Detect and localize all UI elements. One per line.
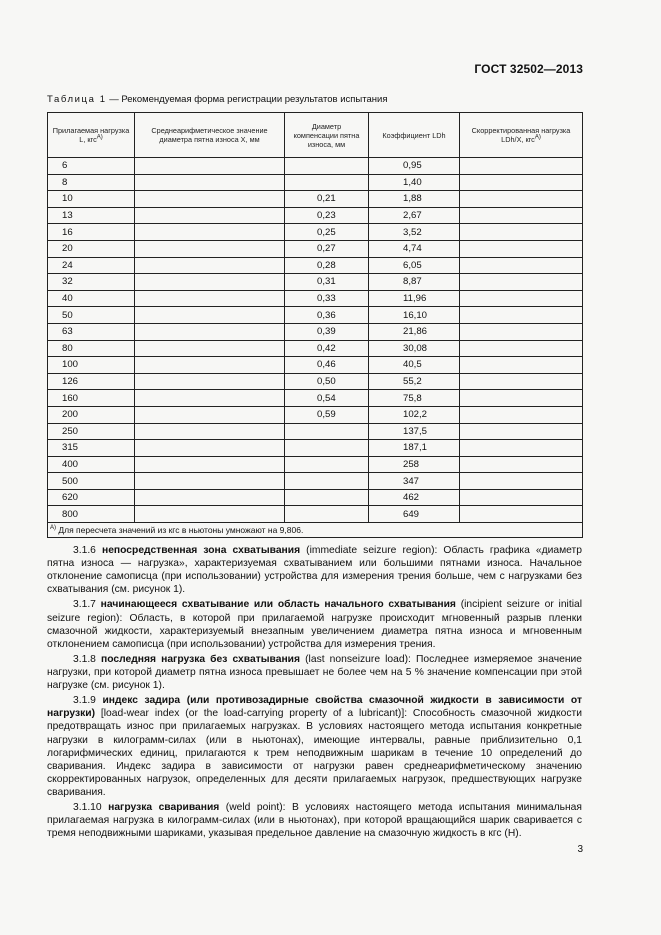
coefficient-cell: 75,8: [369, 390, 460, 407]
corrected-load-cell: [460, 473, 583, 490]
compensation-cell: [285, 440, 369, 457]
para-3-1-9: 3.1.9 индекс задира (или противозадирные свойства смазочной жидкости в зависимости от нагрузки) [load-wear index (or the load-carrying property of a lubricant)]: Способность смазочной жидкости предотвращать износ при прилагаемых нагрузках. В условиях настоящего метода испытания конкретные нагрузки в килограмм-силах (или в ньютонах), имеющие интервалы, равные приблизительно 0,1 логарифмических единиц, прилагаются к трем неподвижным шарикам в течение 10 определений до сваривания. Индекс задира в зависимости от нагрузки равен среднеарифметическому значению скорректированных нагрузок, определенных для десяти прилагаемых нагрузок, предшествующих нагрузке сваривания.: [47, 695, 582, 799]
wear-diameter-cell: [135, 456, 285, 473]
coefficient-cell: 4,74: [369, 240, 460, 257]
coefficient-cell: 2,67: [369, 207, 460, 224]
coefficient-cell: 347: [369, 473, 460, 490]
results-table: [47, 112, 583, 538]
table-row: [48, 323, 583, 340]
load-cell: 400: [48, 456, 135, 473]
load-cell: 10: [48, 191, 135, 208]
corrected-load-cell: [460, 373, 583, 390]
wear-diameter-cell: [135, 340, 285, 357]
compensation-cell: 0,31: [285, 274, 369, 291]
compensation-cell: 0,23: [285, 207, 369, 224]
table-row: [48, 224, 583, 241]
corrected-load-cell: [460, 323, 583, 340]
wear-diameter-cell: [135, 274, 285, 291]
load-cell: 160: [48, 390, 135, 407]
coefficient-cell: 6,05: [369, 257, 460, 274]
compensation-cell: [285, 456, 369, 473]
wear-diameter-cell: [135, 489, 285, 506]
compensation-cell: 0,42: [285, 340, 369, 357]
table-row: [48, 357, 583, 374]
wear-diameter-cell: [135, 307, 285, 324]
table-footnote: $^{A)}$ Для пересчета значений из кгс в ньютоны умножают на 9,806.: [48, 523, 583, 538]
load-cell: 40: [48, 290, 135, 307]
compensation-cell: 0,54: [285, 390, 369, 407]
coefficient-cell: 55,2: [369, 373, 460, 390]
compensation-cell: 0,39: [285, 323, 369, 340]
load-cell: 8: [48, 174, 135, 191]
coefficient-cell: 8,87: [369, 274, 460, 291]
coefficient-cell: 102,2: [369, 406, 460, 423]
table-row: [48, 489, 583, 506]
coefficient-cell: 187,1: [369, 440, 460, 457]
standard-header: ГОСТ 32502—2013: [474, 62, 583, 76]
load-cell: 100: [48, 357, 135, 374]
table-row: [48, 340, 583, 357]
corrected-load-cell: [460, 440, 583, 457]
wear-diameter-cell: [135, 406, 285, 423]
table-header-row: [48, 113, 583, 158]
corrected-load-cell: [460, 191, 583, 208]
header-wear-diameter: Среднеарифметическое значение диаметра пятна износа X, мм: [135, 113, 285, 158]
table-caption: [47, 94, 387, 105]
coefficient-cell: 137,5: [369, 423, 460, 440]
coefficient-cell: 462: [369, 489, 460, 506]
load-cell: 200: [48, 406, 135, 423]
table-row: [48, 274, 583, 291]
corrected-load-cell: [460, 224, 583, 241]
load-cell: 16: [48, 224, 135, 241]
table-row: [48, 158, 583, 175]
coefficient-cell: 21,86: [369, 323, 460, 340]
corrected-load-cell: [460, 506, 583, 523]
corrected-load-cell: [460, 423, 583, 440]
wear-diameter-cell: [135, 257, 285, 274]
corrected-load-cell: [460, 274, 583, 291]
coefficient-cell: 649: [369, 506, 460, 523]
wear-diameter-cell: [135, 440, 285, 457]
para-3-1-6: 3.1.6 непосредственная зона схватывания (immediate seizure region): Область графика «диаметр пятна износа — нагрузка», характеризуемая схватыванием или большими пятнами износа. Начальное отклонение самописца (при использовании) устройства для измерения трения больше, чем с нагрузками без схватывания (см. рисунок 1).: [47, 545, 582, 596]
table-caption-label: Таблица 1: [47, 94, 107, 105]
load-cell: 500: [48, 473, 135, 490]
load-cell: 620: [48, 489, 135, 506]
header-coefficient: Коэффициент LDh: [369, 113, 460, 158]
table-row: [48, 207, 583, 224]
para-3-1-7: 3.1.7 начинающееся схватывание или область начального схватывания (incipient seizure or initial seizure region): Область, в которой при прилагаемой нагрузке происходит мгновенный разрыв пленки смазочной жидкости, характеризуемый внезапным увеличением диаметра пятна износа и мгновенным отклонением самописца (при использовании) устройства для измерения трения.: [47, 599, 583, 650]
coefficient-cell: 11,96: [369, 290, 460, 307]
table-row: [48, 174, 583, 191]
corrected-load-cell: [460, 307, 583, 324]
corrected-load-cell: [460, 174, 583, 191]
wear-diameter-cell: [135, 224, 285, 241]
table-row: [48, 307, 583, 324]
load-cell: 24: [48, 257, 135, 274]
corrected-load-cell: [460, 340, 583, 357]
corrected-load-cell: [460, 489, 583, 506]
compensation-cell: 0,27: [285, 240, 369, 257]
wear-diameter-cell: [135, 323, 285, 340]
compensation-cell: 0,25: [285, 224, 369, 241]
compensation-cell: [285, 158, 369, 175]
load-cell: 20: [48, 240, 135, 257]
table-row: [48, 440, 583, 457]
wear-diameter-cell: [135, 191, 285, 208]
table-caption-text: — Рекомендуемая форма регистрации результатов испытания: [106, 94, 388, 105]
coefficient-cell: 40,5: [369, 357, 460, 374]
body-text: [47, 544, 582, 842]
load-cell: 315: [48, 440, 135, 457]
compensation-cell: 0,50: [285, 373, 369, 390]
table-row: [48, 406, 583, 423]
coefficient-cell: 30,08: [369, 340, 460, 357]
corrected-load-cell: [460, 158, 583, 175]
table-row: [48, 473, 583, 490]
corrected-load-cell: [460, 390, 583, 407]
load-cell: 13: [48, 207, 135, 224]
wear-diameter-cell: [135, 373, 285, 390]
corrected-load-cell: [460, 290, 583, 307]
table-footnote-row: [48, 523, 583, 538]
wear-diameter-cell: [135, 423, 285, 440]
load-cell: 6: [48, 158, 135, 175]
load-cell: 63: [48, 323, 135, 340]
table-row: [48, 373, 583, 390]
wear-diameter-cell: [135, 357, 285, 374]
coefficient-cell: 3,52: [369, 224, 460, 241]
coefficient-cell: 1,40: [369, 174, 460, 191]
compensation-cell: 0,28: [285, 257, 369, 274]
header-compensation: Диаметр компенсации пятна износа, мм: [285, 113, 369, 158]
table-row: [48, 423, 583, 440]
load-cell: 50: [48, 307, 135, 324]
compensation-cell: 0,21: [285, 191, 369, 208]
wear-diameter-cell: [135, 158, 285, 175]
table-row: [48, 257, 583, 274]
load-cell: 126: [48, 373, 135, 390]
wear-diameter-cell: [135, 506, 285, 523]
coefficient-cell: 0,95: [369, 158, 460, 175]
table-row: [48, 191, 583, 208]
compensation-cell: 0,59: [285, 406, 369, 423]
compensation-cell: 0,33: [285, 290, 369, 307]
compensation-cell: [285, 473, 369, 490]
table-row: [48, 390, 583, 407]
compensation-cell: 0,36: [285, 307, 369, 324]
para-3-1-8: 3.1.8 последняя нагрузка без схватывания (last nonseizure load): Последнее измеряемое значение нагрузки, при которой диаметр пятна износа превышает не более чем на 5 % значение компенсации при этой нагрузке (см. рисунок 1).: [47, 653, 582, 692]
header-corrected-load: Скорректированная нагрузка LDh/X, кгс$^{A)}$: [460, 113, 583, 158]
page-number: 3: [577, 844, 583, 855]
compensation-cell: [285, 489, 369, 506]
corrected-load-cell: [460, 406, 583, 423]
load-cell: 800: [48, 506, 135, 523]
wear-diameter-cell: [135, 174, 285, 191]
table-row: [48, 456, 583, 473]
wear-diameter-cell: [135, 290, 285, 307]
load-cell: 32: [48, 274, 135, 291]
table-row: [48, 290, 583, 307]
wear-diameter-cell: [135, 240, 285, 257]
corrected-load-cell: [460, 257, 583, 274]
load-cell: 250: [48, 423, 135, 440]
load-cell: 80: [48, 340, 135, 357]
compensation-cell: 0,46: [285, 357, 369, 374]
corrected-load-cell: [460, 240, 583, 257]
table-row: [48, 240, 583, 257]
coefficient-cell: 16,10: [369, 307, 460, 324]
coefficient-cell: 1,88: [369, 191, 460, 208]
wear-diameter-cell: [135, 473, 285, 490]
table-row: [48, 506, 583, 523]
corrected-load-cell: [460, 207, 583, 224]
compensation-cell: [285, 174, 369, 191]
corrected-load-cell: [460, 357, 583, 374]
wear-diameter-cell: [135, 390, 285, 407]
compensation-cell: [285, 423, 369, 440]
para-3-1-10: 3.1.10 нагрузка сваривания (weld point): В условиях настоящего метода испытания минимальная прилагаемая нагрузка в килограмм-силах (или в ньютонах), при которой вращающийся шарик сваривается с тремя неподвижными шариками, указывая предельное давление на смазочную жидкость в кгс (Н).: [47, 802, 582, 840]
compensation-cell: [285, 506, 369, 523]
coefficient-cell: 258: [369, 456, 460, 473]
wear-diameter-cell: [135, 207, 285, 224]
corrected-load-cell: [460, 456, 583, 473]
header-load: Прилагаемая нагрузка L, кгс$^{A)}$: [48, 113, 135, 158]
